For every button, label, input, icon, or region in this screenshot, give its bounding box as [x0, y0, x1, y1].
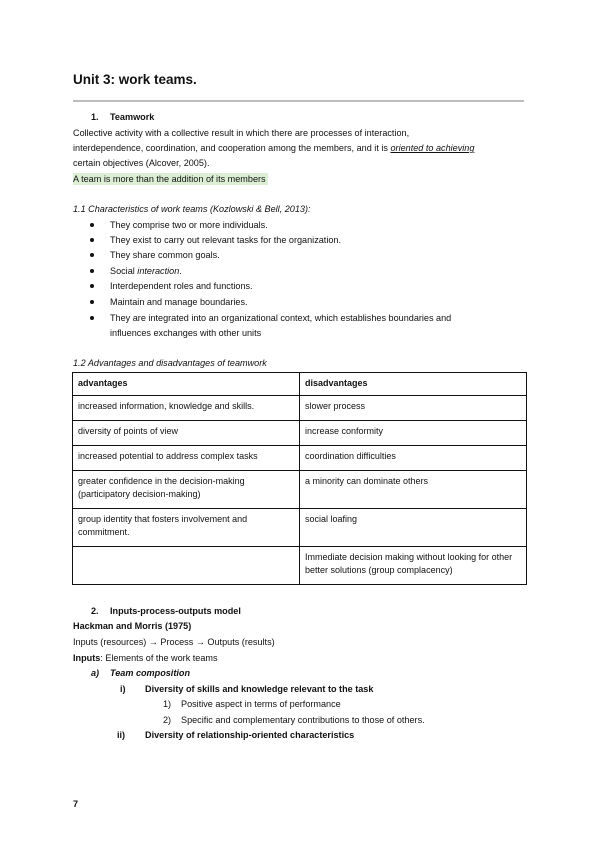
inputs-line — [73, 651, 218, 665]
table-row — [73, 508, 527, 546]
list-item — [110, 218, 268, 232]
table-row — [73, 445, 527, 470]
disadvantage-cell: social loafing — [300, 508, 527, 546]
table-row — [73, 546, 527, 584]
model-authors: Hackman and Morris (1975) — [73, 621, 192, 631]
section-1-heading: Teamwork — [110, 112, 155, 122]
bullet-icon — [90, 316, 94, 320]
definition-line-1: Collective activity with a collective result in which there are processes of interaction, — [73, 128, 410, 138]
advantage-cell: increased information, knowledge and skills. — [73, 395, 300, 420]
numbered-item-1: Positive aspect in terms of performance — [181, 699, 341, 709]
table-row — [73, 420, 527, 445]
list-item-emphasis: interaction — [137, 266, 180, 276]
column-header-disadvantages: disadvantages — [300, 373, 527, 396]
list-item-text: They share common goals. — [110, 250, 220, 260]
title-divider — [73, 100, 524, 102]
table-header-row — [73, 373, 527, 396]
section-1-number: 1. — [91, 112, 99, 122]
disadvantage-cell: increase conformity — [300, 420, 527, 445]
definition-line-3: certain objectives (Alcover, 2005). — [73, 158, 210, 168]
section-1-2-heading: 1.2 Advantages and disadvantages of teamwork — [73, 358, 267, 368]
list-item-text: Interdependent roles and functions. — [110, 281, 253, 291]
table-row — [73, 470, 527, 508]
advantage-cell: increased potential to address complex tasks — [73, 445, 300, 470]
disadvantage-cell: coordination difficulties — [300, 445, 527, 470]
page-number: 7 — [73, 799, 79, 809]
definition-line-2 — [73, 141, 474, 155]
definition-line-2-text: interdependence, coordination, and cooperation among the members, and it is — [73, 143, 391, 153]
advantage-cell: greater confidence in the decision-making (participatory decision-making) — [73, 470, 300, 508]
list-item-text: They exist to carry out relevant tasks for the organization. — [110, 235, 341, 245]
bullet-icon — [90, 253, 94, 257]
advantages-table — [72, 372, 527, 585]
advantage-cell — [73, 546, 300, 584]
diversity-skills-heading: Diversity of skills and knowledge relevant to the task — [145, 684, 374, 694]
list-item — [110, 311, 451, 325]
numbered-item-2: Specific and complementary contributions to those of others. — [181, 715, 425, 725]
numbered-marker-1: 1) — [163, 699, 172, 709]
list-item — [110, 248, 220, 262]
list-item — [110, 264, 182, 278]
sublist-marker-i: i) — [120, 684, 126, 694]
list-item-text: They are integrated into an organizational context, which establishes boundaries and — [110, 313, 452, 323]
advantage-cell: group identity that fosters involvement and commitment. — [73, 508, 300, 546]
bullet-icon — [90, 284, 94, 288]
list-item-text: Social — [110, 266, 138, 276]
team-composition-heading: Team composition — [110, 668, 191, 678]
disadvantage-cell: a minority can dominate others — [300, 470, 527, 508]
highlight-text: A team is more than the addition of its members — [73, 174, 266, 184]
section-1-1-heading: 1.1 Characteristics of work teams (Kozlowski & Bell, 2013): — [73, 204, 311, 214]
advantage-cell: diversity of points of view — [73, 420, 300, 445]
bullet-icon — [90, 269, 94, 273]
disadvantage-cell: Immediate decision making without looking for other better solutions (group complacency) — [300, 546, 527, 584]
list-item-end: . — [179, 266, 182, 276]
bullet-icon — [90, 300, 94, 304]
column-header-advantages: advantages — [73, 373, 300, 396]
list-item-text: They comprise two or more individuals. — [110, 220, 268, 230]
diversity-relationship-heading: Diversity of relationship-oriented characteristics — [145, 730, 355, 740]
list-item-text: Maintain and manage boundaries. — [110, 297, 248, 307]
section-2-heading: Inputs-process-outputs model — [110, 606, 241, 616]
model-flow: Inputs (resources) → Process → Outputs (results) — [73, 637, 275, 647]
definition-emphasis: oriented to achieving — [390, 143, 475, 153]
highlight-statement — [73, 172, 268, 186]
list-item — [110, 295, 248, 309]
disadvantage-cell: slower process — [300, 395, 527, 420]
sublist-marker-a: a) — [91, 668, 100, 678]
bullet-icon — [90, 238, 94, 242]
section-2-number: 2. — [91, 606, 99, 616]
bullet-icon — [90, 223, 94, 227]
sublist-marker-ii: ii) — [117, 730, 126, 740]
list-item — [110, 279, 253, 293]
inputs-text: : Elements of the work teams — [100, 653, 218, 663]
table-row — [73, 395, 527, 420]
numbered-marker-2: 2) — [163, 715, 172, 725]
page-title: Unit 3: work teams. — [73, 72, 197, 87]
list-item-continuation: influences exchanges with other units — [110, 328, 262, 338]
list-item — [110, 233, 341, 247]
inputs-label: Inputs — [73, 653, 101, 663]
